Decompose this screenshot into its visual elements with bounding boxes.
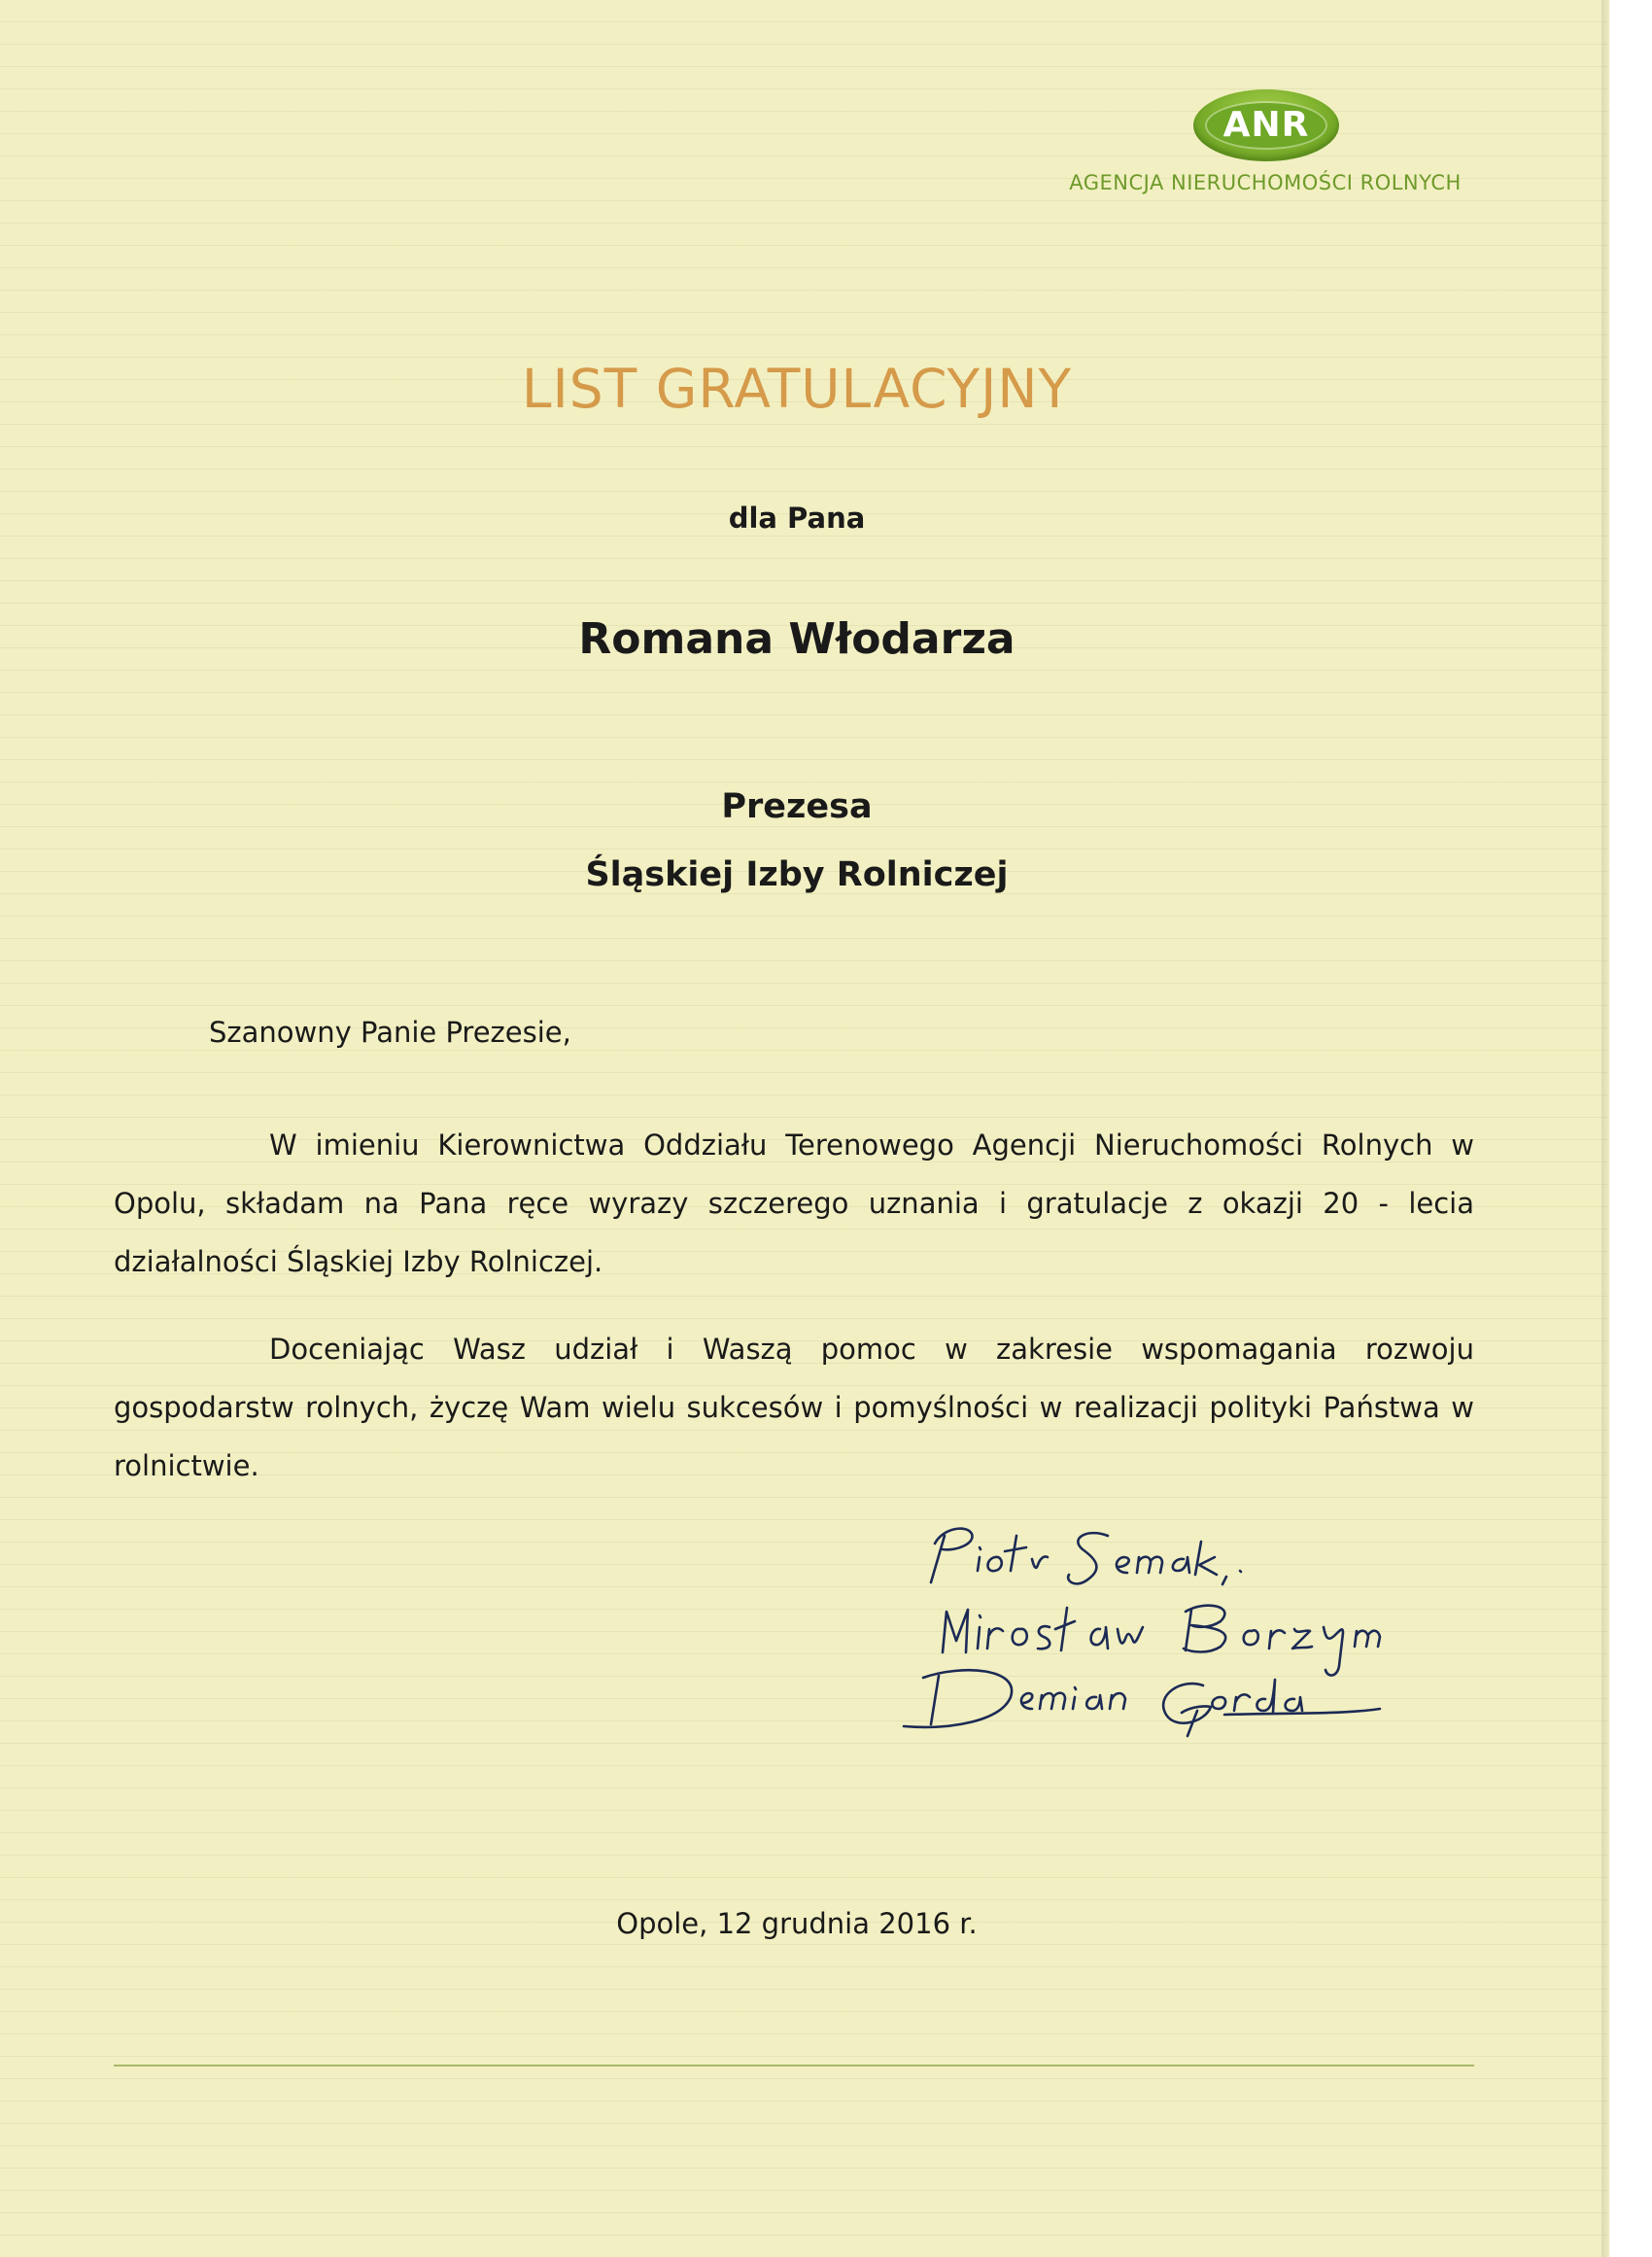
place-and-date: [0, 1907, 1594, 1940]
handwritten-signatures: [875, 1507, 1477, 1759]
letter-title: LIST GRATULACYJNY: [521, 358, 1073, 420]
footer-divider: [114, 2065, 1474, 2066]
anr-logo: [1051, 89, 1479, 206]
body-paragraph-1: W imieniu Kierownictwa Oddziału Terenowego Agencji Nieruchomości Rolnych w Opolu, składam na Pana ręce wyrazy szczerego uznania i gratulacje z okazji 20 - lecia działalności Śląskiej Izby Rolniczej.: [114, 1128, 1474, 1278]
anr-logo-acronym: ANR: [1222, 105, 1310, 145]
page-edge-shadow: [1601, 0, 1611, 2257]
signature-2: [943, 1606, 1380, 1676]
recipient-role-line2: Śląskiej Izby Rolniczej: [585, 855, 1009, 894]
recipient-role-line1: Prezesa: [721, 787, 873, 826]
salutation: Szanowny Panie Prezesie,: [209, 1016, 571, 1049]
signature-1: [931, 1529, 1241, 1584]
recipient-name: Romana Włodarza: [578, 614, 1015, 664]
anr-logo-oval-inner: [1207, 103, 1325, 148]
body-paragraph-2: Doceniając Wasz udział i Waszą pomoc w zakresie wspomagania rozwoju gospodarstw rolnych, życzę Wam wielu sukcesów i pomyślności w realizacji polityki Państwa w rolnictwie.: [114, 1333, 1474, 1482]
place-and-date-text: Opole, 12 grudnia 2016 r.: [616, 1907, 978, 1940]
signature-3: [904, 1670, 1380, 1736]
anr-logo-organization: AGENCJA NIERUCHOMOŚCI ROLNYCH: [1069, 171, 1462, 194]
anr-logo-oval: [1193, 89, 1339, 161]
recipient-prefix: dla Pana: [728, 502, 866, 535]
